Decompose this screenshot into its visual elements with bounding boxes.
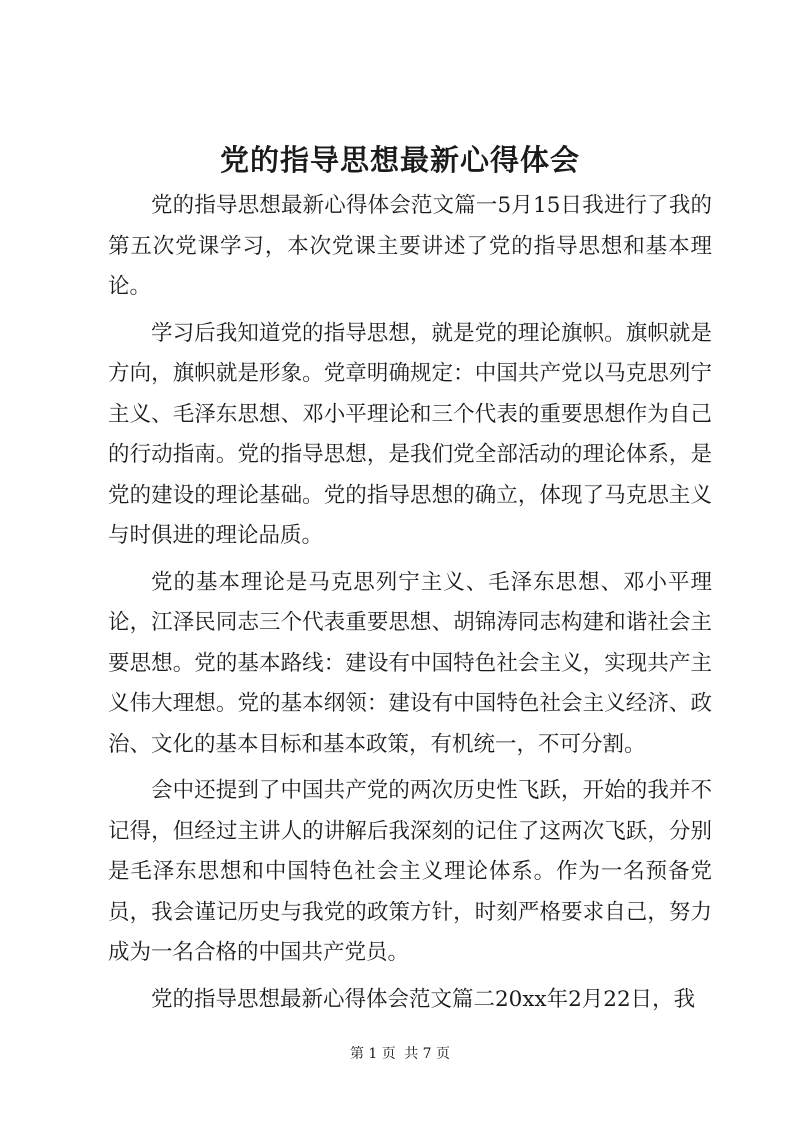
paragraph-4: 会中还提到了中国共产党的两次历史性飞跃，开始的我并不记得，但经过主讲人的讲解后我深刻的记住了这两次飞跃，分别是毛泽东思想和中国特色社会主义理论体系。作为一名预备党员，我会谨记历史与我党的政策方针，时刻严格要求自己，努力成为一名合格的中国共产党员。 — [108, 778, 712, 965]
page-number: 第 1 页 — [349, 1046, 396, 1062]
paragraph-5: 党的指导思想最新心得体会范文篇二20xx年2月22日，我 — [151, 986, 696, 1012]
page-title: 党的指导思想最新心得体会 — [219, 143, 580, 177]
paragraph-2: 学习后我知道党的指导思想，就是党的理论旗帜。旗帜就是方向，旗帜就是形象。党章明确规定：中国共产党以马克思列宁主义、毛泽东思想、邓小平理论和三个代表的重要思想作为自己的行动指南。党的指导思想，是我们党全部活动的理论体系，是党的建设的理论基础。党的指导思想的确立，体现了马克思主义与时俱进的理论品质。 — [108, 320, 712, 548]
paragraph-3: 党的基本理论是马克思列宁主义、毛泽东思想、邓小平理论，江泽民同志三个代表重要思想、胡锦涛同志构建和谐社会主要思想。党的基本路线：建设有中国特色社会主义，实现共产主义伟大理想。党的基本纲领：建设有中国特色社会主义经济、政治、文化的基本目标和基本政策，有机统一，不可分割。 — [108, 569, 712, 757]
paragraph-1: 党的指导思想最新心得体会范文篇一5月15日我进行了我的第五次党课学习，本次党课主要讲述了党的指导思想和基本理论。 — [108, 193, 712, 299]
page-total: 共 7 页 — [404, 1046, 451, 1062]
page-footer — [0, 1044, 800, 1064]
document-body — [108, 186, 712, 1026]
